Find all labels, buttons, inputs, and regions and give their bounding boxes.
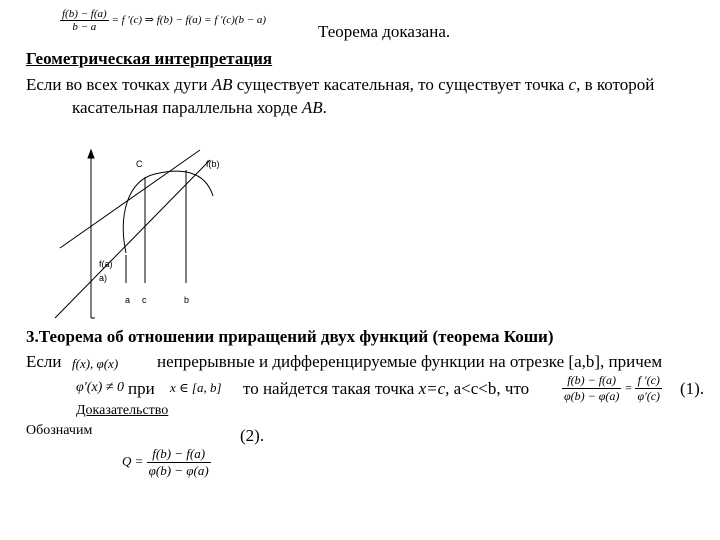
q-numerator: f(b) − f(a) [147, 446, 211, 463]
tangent-line [60, 150, 200, 248]
geom-arc-ab: АВ [211, 75, 233, 94]
label-a-paren: a) [99, 273, 108, 283]
theorem-proved-text: Теорема доказана. [318, 22, 451, 41]
geom-point-c: c [568, 75, 577, 94]
geom-chord-ab: АВ [301, 98, 323, 117]
geom-line-1-part-a: Если во всех точках дуги [26, 75, 212, 94]
cauchy-frac-1-den: φ(b) − φ(a) [564, 389, 620, 403]
geom-line-2-part-a: касательная параллельна хорде [72, 98, 302, 117]
label-fb: f(b) [206, 159, 220, 169]
proof-label: Доказательство [76, 403, 169, 418]
cauchy-eqnum-1: (1). [680, 379, 705, 398]
cauchy-frac-1 [562, 373, 621, 404]
q-lhs: Q = [122, 453, 144, 469]
cauchy-interval: x ∈ [a, b] [170, 380, 222, 395]
cauchy-if: Если [26, 352, 62, 371]
geom-line-1-part-d: , в которой [576, 75, 655, 94]
cauchy-formula-1 [562, 373, 662, 404]
geom-line-1-part-b: существует касательная, то существует точка [232, 75, 569, 94]
label-a: a [125, 295, 131, 305]
q-denominator: φ(b) − φ(a) [148, 463, 209, 478]
q-fraction [147, 446, 211, 479]
cauchy-then-x: x=c, [418, 379, 450, 398]
label-c: c [142, 295, 147, 305]
cauchy-frac-2-den: φ′(c) [637, 389, 661, 403]
cauchy-frac-2 [635, 373, 662, 404]
cauchy-eq: = [624, 380, 633, 395]
q-definition [122, 446, 211, 479]
cauchy-functions: f(x), φ(x) [72, 356, 119, 371]
cauchy-at: при [128, 379, 155, 398]
label-C: C [136, 159, 143, 169]
cauchy-deriv-condition: φ′(x) ≠ 0 [76, 380, 125, 395]
cauchy-continuity-text: непрерывные и дифференцируемые функции на отрезке [a,b], причем [157, 352, 663, 371]
denote-label: Обозначим [26, 423, 93, 438]
geom-line-2-part-b: . [322, 98, 327, 117]
top-formula-rest: = f ′(c) ⇒ f(b) − f(a) = f ′(c)(b − a) [111, 14, 267, 27]
y-axis-arrow [88, 150, 94, 158]
cauchy-frac-2-num: f ′(c) [635, 373, 662, 389]
label-b: b [184, 295, 190, 305]
cauchy-then-part-a: то найдется такая точка [243, 379, 419, 398]
cauchy-heading: 3.Теорема об отношении приращений двух функций (теорема Коши) [26, 327, 554, 346]
cauchy-eqnum-2: (2). [240, 426, 265, 445]
arc-ab [123, 171, 213, 253]
top-formula-numerator: f(b) − f(a) [62, 8, 107, 20]
geom-heading: Геометрическая интерпретация [26, 49, 273, 68]
cauchy-then [243, 379, 529, 399]
top-formula-denominator: b − a [72, 21, 97, 33]
cauchy-then-part-b: a<c<b, что [449, 379, 530, 398]
cauchy-frac-1-num: f(b) − f(a) [562, 373, 621, 389]
label-fa: f(a) [99, 259, 113, 269]
